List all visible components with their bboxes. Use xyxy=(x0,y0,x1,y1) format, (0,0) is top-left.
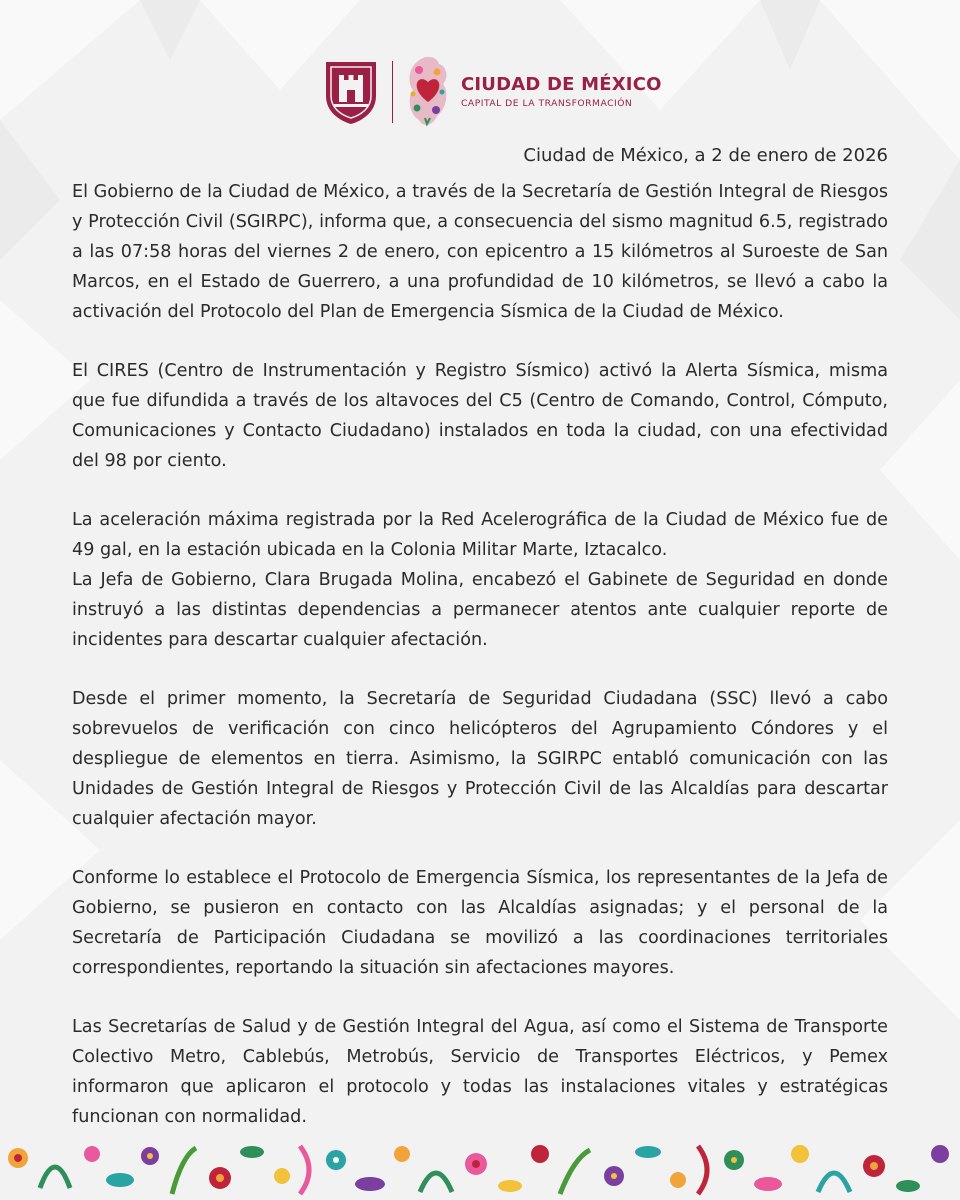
logo-divider xyxy=(392,61,393,123)
paragraph-6: Conforme lo establece el Protocolo de Emergencia Sísmica, los representantes de la Jefa de Gobierno, se pusieron en contacto con las Alcaldías asignadas; y el personal de la Secretaría de Participación Ciudadana se movilizó a las coordinaciones territoriales correspondientes, reportando la situación sin afectaciones mayores. xyxy=(72,868,888,978)
place-date: Ciudad de México, a 2 de enero de 2026 xyxy=(523,145,888,166)
paragraph-5: Desde el primer momento, la Secretaría de Seguridad Ciudadana (SSC) llevó a cabo sobrevuelos de verificación con cinco helicópteros del Agrupamiento Cóndores y el despliegue de elementos en tierra. Asimismo, la SGIRPC entabló comunicación con las Unidades de Gestión Integral de Riesgos y Protección Civil de las Alcaldías para descartar cualquier afectación mayor. xyxy=(72,689,888,829)
press-release-body xyxy=(72,177,888,1132)
paragraph-7: Las Secretarías de Salud y de Gestión Integral del Agua, así como el Sistema de Transporte Colectivo Metro, Cablebús, Metrobús, Servicio de Transportes Eléctricos, y Pemex informaron que aplicaron el protocolo y todas las instalaciones vitales y estratégicas funcionan con normalidad. xyxy=(72,1017,888,1127)
cdmx-coat-of-arms-icon xyxy=(322,58,380,126)
brand-wordmark xyxy=(461,74,662,110)
floral-footer-border xyxy=(0,1136,960,1200)
paragraph-1: El Gobierno de la Ciudad de México, a través de la Secretaría de Gestión Integral de Riesgos y Protección Civil (SGIRPC), informa que, a consecuencia del sismo magnitud 6.5, registrado a las 07:58 horas del viernes 2 de enero, con epicentro a 15 kilómetros al Suroeste de San Marcos, en el Estado de Guerrero, a una profundidad de 10 kilómetros, se llevó a cabo la activación del Protocolo del Plan de Emergencia Sísmica de la Ciudad de México. xyxy=(72,182,888,322)
brand-subtitle: CAPITAL DE LA TRANSFORMACIÓN xyxy=(461,98,633,109)
paragraph-2: El CIRES (Centro de Instrumentación y Registro Sísmico) activó la Alerta Sísmica, misma que fue difundida a través de los altavoces del C5 (Centro de Comando, Control, Cómputo, Comunicaciones y Contacto Ciudadano) instalados en toda la ciudad, con una efectividad del 98 por ciento. xyxy=(72,361,888,471)
paragraph-4: La Jefa de Gobierno, Clara Brugada Molina, encabezó el Gabinete de Seguridad en donde instruyó a las distintas dependencias a permanecer atentos ante cualquier reporte de incidentes para descartar cualquier afectación. xyxy=(72,570,888,650)
header-logos xyxy=(322,52,662,132)
heart-flowers-logo-icon xyxy=(403,52,453,132)
brand-title: CIUDAD DE MÉXICO xyxy=(461,74,662,95)
paragraph-3: La aceleración máxima registrada por la Red Acelerográfica de la Ciudad de México fue de 49 gal, en la estación ubicada en la Colonia Militar Marte, Iztacalco. xyxy=(72,510,888,560)
